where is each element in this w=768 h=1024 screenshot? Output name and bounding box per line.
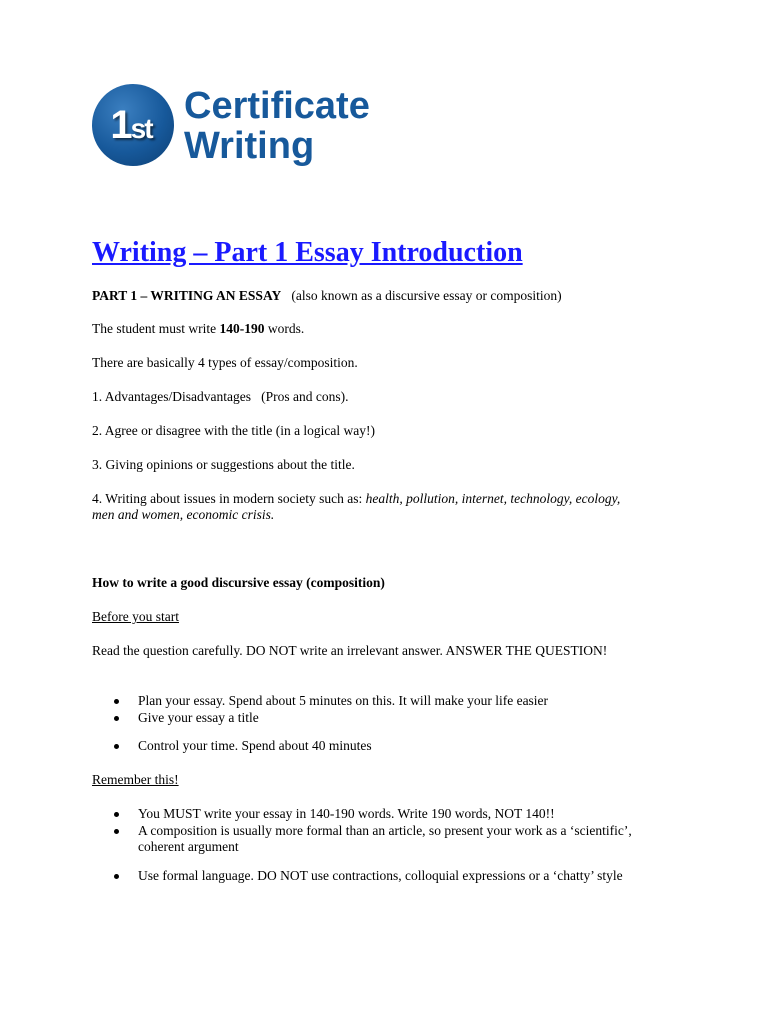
bullet-icon: [114, 699, 119, 704]
logo-text-line-1: Certificate: [184, 85, 370, 127]
type-item-3: 3. Giving opinions or suggestions about the title.: [92, 457, 355, 472]
bullet-icon: [114, 829, 119, 834]
part-heading-bold: PART 1 – WRITING AN ESSAY: [92, 288, 282, 303]
list-item-text: You MUST write your essay in 140-190 words. Write 190 words, NOT 140!!: [138, 806, 555, 821]
list-item-text: Give your essay a title: [138, 710, 259, 725]
bullet-icon: [114, 744, 119, 749]
logo-text-line-2: Writing: [184, 125, 315, 167]
list-item: [92, 710, 652, 738]
before-bullet-list: [92, 693, 652, 754]
list-item: [92, 693, 652, 710]
remember-bullet-list: [92, 806, 652, 884]
types-intro: There are basically 4 types of essay/composition.: [92, 355, 358, 370]
list-item: [92, 823, 638, 868]
logo-badge-text: [90, 84, 172, 166]
type-item-4-examples: health, pollution, internet, technology, ecology, men and women, economic crisis.: [92, 491, 621, 522]
type-item-4: [92, 491, 644, 523]
how-to-heading: How to write a good discursive essay (composition): [92, 575, 385, 590]
part-heading-rest: (also known as a discursive essay or composition): [291, 288, 562, 303]
word-count-before: The student must write: [92, 321, 220, 336]
list-item: [92, 868, 638, 884]
page-title-link[interactable]: Writing – Part 1 Essay Introduction: [92, 237, 523, 268]
remember-heading: Remember this!: [92, 772, 179, 787]
logo-badge-suffix: st: [130, 113, 152, 144]
bullet-icon: [114, 716, 119, 721]
list-item: [92, 806, 652, 823]
word-count-after: words.: [264, 321, 305, 336]
type-item-2: 2. Agree or disagree with the title (in a logical way!): [92, 423, 376, 438]
type-item-4-text: 4. Writing about issues in modern society such as:: [92, 491, 366, 506]
list-item-text: Use formal language. DO NOT use contractions, colloquial expressions or a ‘chatty’ style: [138, 868, 623, 883]
bullet-icon: [114, 874, 119, 879]
bullet-icon: [114, 812, 119, 817]
logo-badge-number: 1: [110, 102, 131, 147]
list-item-text: Plan your essay. Spend about 5 minutes on this. It will make your life easier: [138, 693, 549, 708]
before-you-start-heading: Before you start: [92, 609, 179, 624]
certificate-writing-logo: [90, 84, 410, 174]
list-item: [92, 738, 652, 754]
word-count-range: 140-190: [219, 321, 265, 336]
list-item-text: Control your time. Spend about 40 minutes: [138, 738, 372, 753]
read-question-paragraph: Read the question carefully. DO NOT write an irrelevant answer. ANSWER THE QUESTION!: [92, 643, 608, 658]
type-item-1: 1. Advantages/Disadvantages (Pros and cons).: [92, 389, 349, 404]
part-heading: [92, 288, 652, 304]
word-count-paragraph: [92, 321, 652, 337]
list-item-text: A composition is usually more formal than an article, so present your work as a ‘scientific’, coherent argument: [138, 823, 632, 854]
